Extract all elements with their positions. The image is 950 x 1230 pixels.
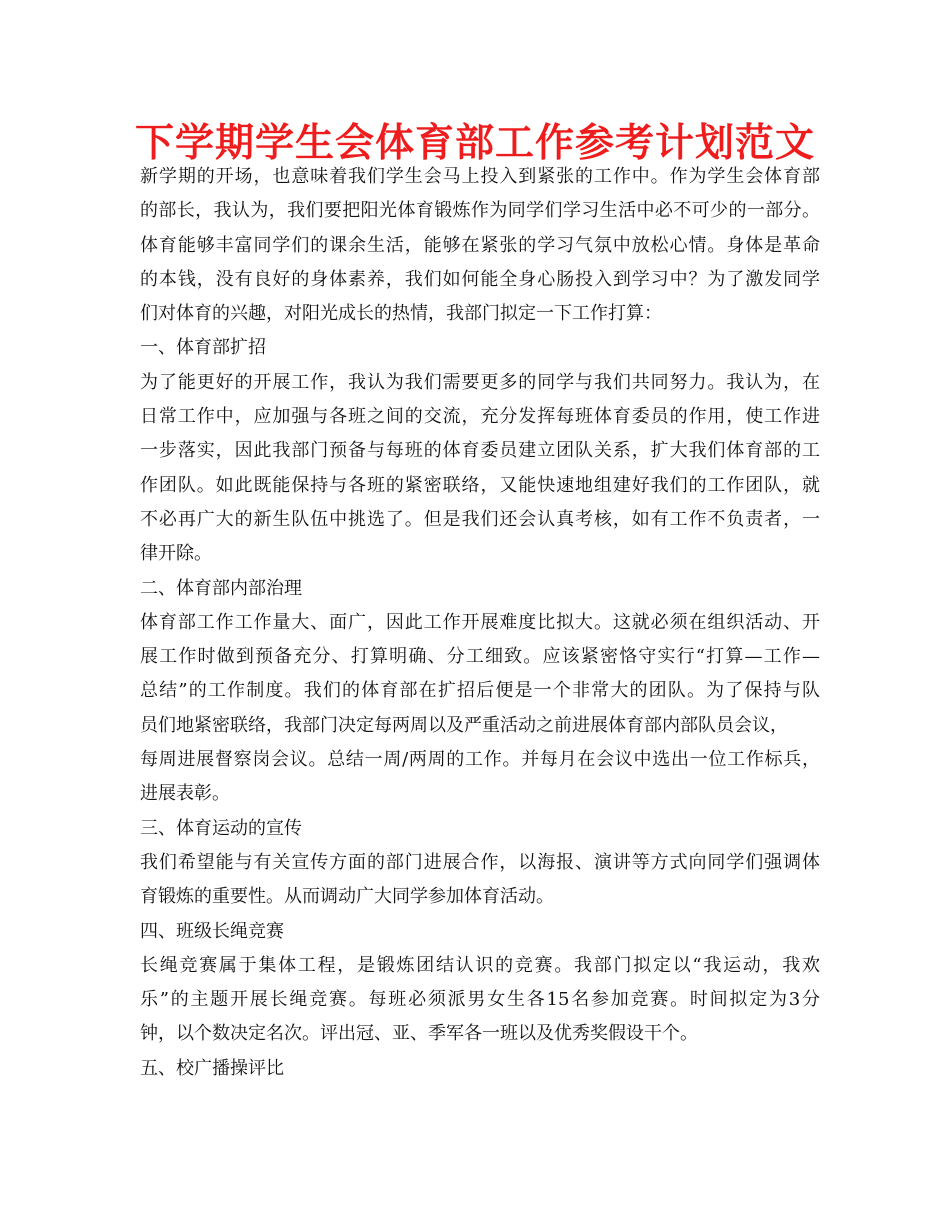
paragraph-line: 体育能够丰富同学们的课余生活，能够在紧张的学习气氛中放松心情。身体是革命 — [140, 234, 820, 256]
paragraph-line: 育锻炼的重要性。从而调动广大同学参加体育活动。 — [140, 886, 554, 908]
paragraph-line: 展工作时做到预备充分、打算明确、分工细致。应该紧密恪守实行“打算—工作— — [140, 646, 820, 668]
paragraph-line: 员们地紧密联络，我部门决定每两周以及严重活动之前进展体育部内部队员会议， — [140, 714, 788, 736]
section-heading: 三、体育运动的宣传 — [140, 817, 302, 839]
section-heading: 四、班级长绳竞赛 — [140, 920, 284, 942]
paragraph-line: 的本钱，没有良好的身体素养，我们如何能全身心肠投入到学习中？为了激发同学 — [140, 268, 820, 290]
paragraph-line: 作团队。如此既能保持与各班的紧密联络，又能快速地组建好我们的工作团队，就 — [140, 474, 820, 496]
paragraph-line: 为了能更好的开展工作，我认为我们需要更多的同学与我们共同努力。我认为，在 — [140, 371, 820, 393]
paragraph-line: 长绳竞赛属于集体工程，是锻炼团结认识的竞赛。我部门拟定以“我运动，我欢 — [140, 954, 820, 976]
paragraph-line: 不必再广大的新生队伍中挑选了。但是我们还会认真考核，如有工作不负责者，一 — [140, 508, 820, 530]
section-heading: 一、体育部扩招 — [140, 337, 266, 359]
paragraph-line: 一步落实，因此我部门预备与每班的体育委员建立团队关系，扩大我们体育部的工 — [140, 440, 820, 462]
section-heading: 五、校广播操评比 — [140, 1057, 284, 1079]
document-title: 下学期学生会体育部工作参考计划范文 — [134, 121, 815, 166]
paragraph-line: 们对体育的兴趣，对阳光成长的热情，我部门拟定一下工作打算： — [140, 303, 662, 325]
paragraph-line: 体育部工作工作量大、面广，因此工作开展难度比拟大。这就必须在组织活动、开 — [140, 611, 820, 633]
paragraph-line: 进展表彰。 — [140, 783, 230, 805]
paragraph-line: 的部长，我认为，我们要把阳光体育锻炼作为同学们学习生活中必不可少的一部分。 — [140, 200, 820, 222]
paragraph-line: 总结”的工作制度。我们的体育部在扩招后便是一个非常大的团队。为了保持与队 — [140, 680, 820, 702]
paragraph-line: 我们希望能与有关宣传方面的部门进展合作，以海报、演讲等方式向同学们强调体 — [140, 851, 820, 873]
paragraph-line: 律开除。 — [140, 543, 212, 565]
paragraph-line: 钟，以个数决定名次。评出冠、亚、季军各一班以及优秀奖假设干个。 — [140, 1023, 698, 1045]
paragraph-line: 每周进展督察岗会议。总结一周/两周的工作。并每月在会议中选出一位工作标兵， — [140, 749, 820, 771]
paragraph-line: 新学期的开场，也意味着我们学生会马上投入到紧张的工作中。作为学生会体育部 — [140, 166, 820, 187]
paragraph-line: 日常工作中，应加强与各班之间的交流，充分发挥每班体育委员的作用，使工作进 — [140, 406, 820, 428]
section-heading: 二、体育部内部治理 — [140, 577, 302, 599]
paragraph-line: 乐”的主题开展长绳竞赛。每班必须派男女生各15名参加竞赛。时间拟定为3分 — [140, 989, 820, 1011]
document-body — [140, 160, 820, 1086]
